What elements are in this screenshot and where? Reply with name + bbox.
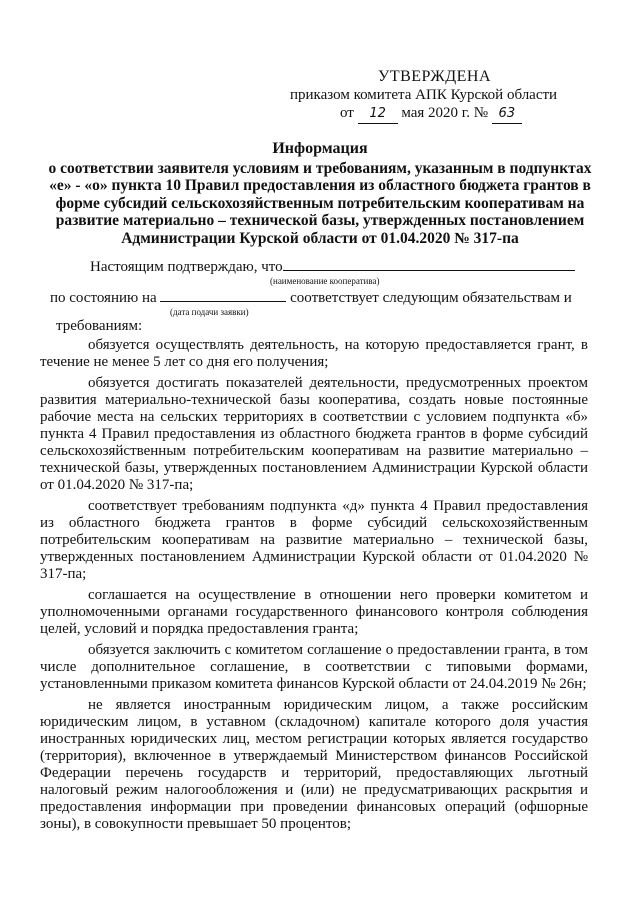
approval-from: от bbox=[340, 105, 354, 121]
approval-day: 12 bbox=[358, 105, 398, 124]
confirm-text: Настоящим подтверждаю, что bbox=[90, 259, 283, 275]
document-body bbox=[40, 337, 588, 837]
title-heading: Информация bbox=[272, 140, 368, 157]
paragraph: соответствует требованиям подпункта «д» пункта 4 Правил предоставления из областного бюджета грантов в форме субсидий сельскохозяйственным потребительским кооперативам на развитие материально – технической базы, утвержденных постановлением Администрации Курской области от 01.04.2020 № 317-па; bbox=[40, 498, 588, 582]
paragraph: не является иностранным юридическим лицом, а также российским юридическим лицом, в уставном (складочном) капитале которого доля участия иностранных юридических лиц, местом регистрации которых является государство (территория), включенное в утверждаемый Министерством финансов Российской Федерации перечень государств и территорий, предоставляющих льготный налоговый режим налогообложения и (или) не предусматривающих раскрытия и предоставления информации при проведении финансовых операций (офшорные зоны), в совокупности превышает 50 процентов; bbox=[40, 697, 588, 832]
paragraph: обязуется осуществлять деятельность, на которую предоставляется грант, в течение не менее 5 лет со дня его получения; bbox=[40, 337, 588, 370]
application-date-field[interactable] bbox=[160, 289, 286, 302]
status-line bbox=[50, 289, 595, 307]
approval-date-line bbox=[290, 104, 590, 124]
approval-month-year: мая 2020 г. № bbox=[401, 105, 489, 121]
paragraph: обязуется достигать показателей деятельности, предусмотренных проектом развития материально-технической базы кооператива, создать новые постоянные рабочие места на сельских территориях в соответствии с условием подпункта «б» пункта 4 Правил предоставления из областного бюджета грантов в форме субсидий сельскохозяйственным потребительским кооперативам на развитие материально – технической базы, утвержденных постановлением Администрации Курской области от 01.04.2020 № 317-па; bbox=[40, 375, 588, 493]
confirm-line bbox=[90, 258, 590, 276]
document-title bbox=[40, 140, 600, 247]
requirements-label: требованиям: bbox=[56, 318, 143, 334]
approval-number: 63 bbox=[492, 105, 522, 124]
cooperative-name-note: (наименование кооператива) bbox=[270, 276, 380, 286]
application-date-note: (дата подачи заявки) bbox=[170, 307, 249, 317]
approval-order: приказом комитета АПК Курской области bbox=[290, 87, 558, 103]
title-text: о соответствии заявителя условиям и требованиям, указанным в подпунктах «е» - «о» пункта 10 Правил предоставления из областного бюджета грантов в форме субсидий сельскохозяйственным потребительским кооперативам на развитие материально – технической базы, утвержденных постановлением Администрации Курской области от 01.04.2020 № 317-па bbox=[48, 159, 592, 247]
cooperative-name-field[interactable] bbox=[283, 258, 575, 271]
approval-stamp bbox=[290, 68, 590, 124]
status-after: соответствует следующим обязательствам и bbox=[290, 290, 572, 306]
paragraph: обязуется заключить с комитетом соглашение о предоставлении гранта, в том числе дополнительное соглашение, в соответствии с типовыми формами, установленными приказом комитета финансов Курской области от 24.04.2019 № 26н; bbox=[40, 642, 588, 692]
paragraph: соглашается на осуществление в отношении него проверки комитетом и уполномоченными органами государственного финансового контроля соблюдения целей, условий и порядка предоставления гранта; bbox=[40, 587, 588, 637]
status-before: по состоянию на bbox=[50, 290, 157, 306]
approval-heading: УТВЕРЖДЕНА bbox=[378, 68, 492, 85]
